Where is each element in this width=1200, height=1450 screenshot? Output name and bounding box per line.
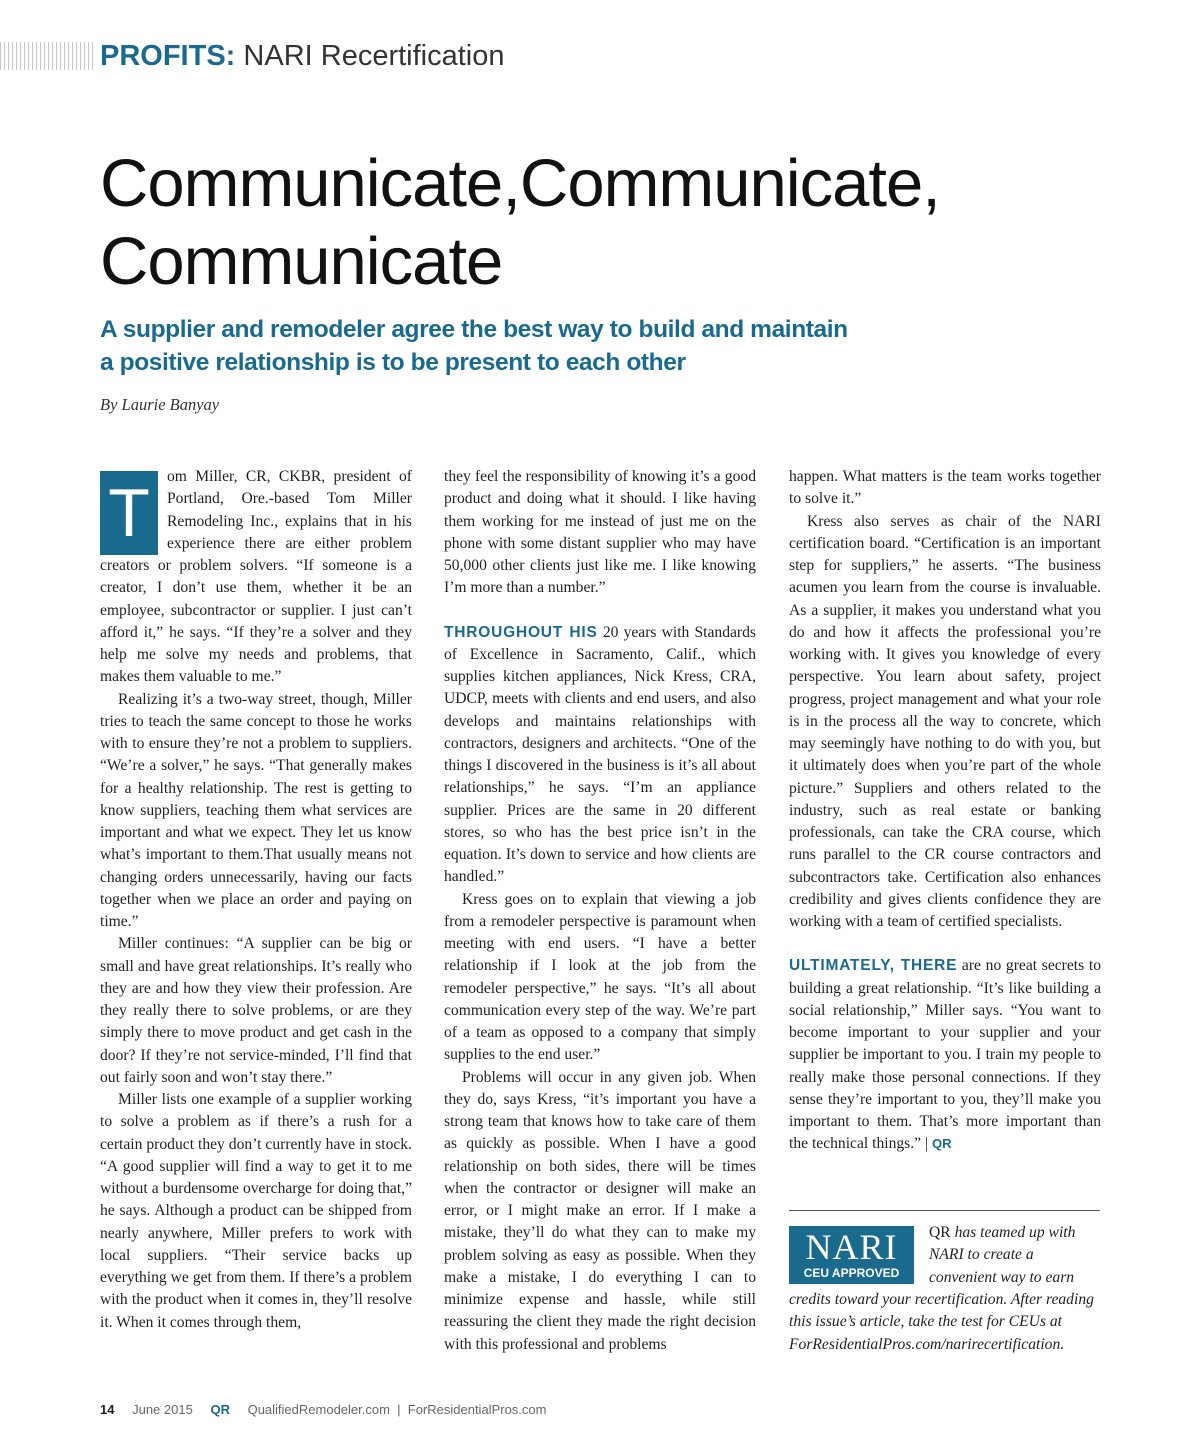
issue-date: June 2015: [132, 1402, 193, 1417]
paragraph-text: are no great secrets to building a great relationship. “It’s like building a social relationship,” Miller says. “You want to become important to your supplier and your supplier be important to you. I train my people to really make those personal connections. If they sense they’re important to you, they’ll make you important to them. That’s more important than the technical things.” |: [789, 957, 1101, 1153]
box-divider: [789, 1210, 1100, 1211]
paragraph: happen. What matters is the team works together to solve it.”: [789, 468, 1101, 508]
section-header: [100, 38, 505, 74]
deck-line-2: a positive relationship is to be present to each other: [100, 349, 686, 376]
page-number: 14: [100, 1402, 115, 1417]
lead-in: THROUGHOUT HIS: [444, 623, 598, 641]
article-column-2: [444, 466, 756, 1356]
section-topic: NARI Recertification: [243, 40, 505, 72]
qr-brand: QR: [929, 1224, 951, 1241]
paragraph: Miller lists one example of a supplier working to solve a problem as if there’s a rush for a certain product they don’t currently have in stock. “A good supplier will find a way to get it to me without a burdensome overcharge for doing that,” he says. Although a product can be shipped from nearly anywhere, Miller prefers to work with local suppliers. “Their service backs up everything we get from them. If there’s a problem with the product when it comes in, they’ll resolve it. When it comes through them,: [100, 1091, 412, 1331]
byline: By Laurie Banyay: [100, 395, 220, 414]
drop-cap: T: [100, 471, 158, 555]
paragraph: Realizing it’s a two-way street, though, Miller tries to teach the same concept to those he works with to ensure they’re not a problem to suppliers. “We’re a solver,” he says. “That generally makes for a healthy relationship. The rest is getting to know suppliers, teaching them what services are important and what we expect. They let us know what’s important to them.That usually means not changing orders unnecessarily, having our facts together when we place an order and paying on time.”: [100, 690, 412, 930]
lead-in: ULTIMATELY, THERE: [789, 957, 958, 975]
article-column-3: [789, 466, 1101, 1156]
nari-ceu-logo: [789, 1226, 914, 1284]
paragraph-text: 20 years with Standards of Excellence in Sacramento, Calif., which supplies kitchen appliances, Nick Kress, CRA, UDCP, meets with clients and end users, and also develops and maintains relationships with contractors, designers and architects. “One of the things I discovered in the business is it’s all about relationships,” he says. “I’m an appliance supplier. Prices are the same in 20 different stores, so who has the best price isn’t in the equation. It’s down to service and how clients are handled.”: [444, 623, 756, 886]
headline-line-1: Communicate,Communicate,: [100, 146, 940, 221]
paragraph: they feel the responsibility of knowing it’s a good product and doing what it should. I like having them working for me instead of just me on the phone with some distant supplier who may have 50,000 other clients just like me. I like knowing I’m more than a number.”: [444, 468, 756, 597]
paragraph: Kress goes on to explain that viewing a job from a remodeler perspective is paramount when meeting with end users. “I have a better relationship if I look at the job from the remodeler perspective,” he says. “It’s all about communication every step of the way. We’re part of a team as opposed to a company that simply supplies to the end user.”: [444, 890, 756, 1064]
ceu-text-1: has teamed up with NARI to create a convenient way to earn: [929, 1224, 1076, 1286]
paragraph: Problems will occur in any given job. When they do, says Kress, “it’s important you have a strong team that knows how to take care of them as quickly as possible. When I have a good relationship on both sides, there will be times when the contractor or designer will make an error, or I might make an error. If I make a mistake, they’ll do what they can to make my problem solving as easy as possible. When they make a mistake, I do everything I can to minimize expense and hassle, while still reassuring the client they made the right decision with this professional and problems: [444, 1068, 756, 1353]
article-headline: [100, 145, 1160, 301]
paragraph: Miller continues: “A supplier can be big or small and have great relationships. It’s really who they are and how they view their profession. Are they really there to solve problems, or are they simply there to move product and get cash in the door? If they’re not service-minded, I’ll find that out fairly soon and won’t stay there.”: [100, 935, 412, 1086]
paragraph: Kress also serves as chair of the NARI certification board. “Certification is an important step for suppliers,” he asserts. “The business acumen you learn from the course is invaluable. As a supplier, it makes you understand what you do and how it affects the professional you’re working with. It gives you knowledge of every perspective. You learn about safety, project progress, project management and what your role is in the process all the way to concrete, which may seemingly have nothing to do with you, but it ultimately does when you’re part of the whole picture.” Suppliers and others related to the industry, such as real estate or banking professionals, can take the CRA course, which runs parallel to the CR course contractors and subcontractors take. Certification also enhances credibility and gives clients confidence they are working with a team of certified specialists.: [789, 512, 1101, 930]
headline-line-2: Communicate: [100, 224, 503, 299]
paragraph-text: om Miller, CR, CKBR, president of Portland, Ore.-based Tom Miller Remodeling Inc., explains that in his experience there are either problem creators or problem solvers. “If someone is a creator, I don’t use them, whether it be an employee, subcontractor or supplier. I just can’t afford it,” he says. “If they’re a solver and they help me solve my needs and problems, that makes them valuable to me.”: [100, 468, 412, 686]
end-mark: QR: [932, 1136, 952, 1152]
paragraph: [100, 466, 412, 689]
paragraph: [444, 622, 756, 889]
section-kicker: PROFITS:: [100, 40, 236, 72]
footer-brand: QR: [210, 1402, 230, 1417]
article-deck: [100, 313, 1100, 379]
ceu-box-text-continued: credits toward your recertification. After reading this issue’s article, take the test for CEUs at ForResidentialPros.com/narirecertification.: [789, 1291, 1094, 1353]
ceu-box-text: [929, 1222, 1104, 1289]
footer-sites: QualifiedRemodeler.com | ForResidentialPros.com: [247, 1402, 547, 1417]
page-footer: [100, 1402, 546, 1417]
paragraph: [789, 955, 1101, 1155]
nari-logo-word: NARI: [805, 1227, 898, 1267]
section-bar-pattern: [0, 42, 96, 70]
ceu-approved-label: CEU APPROVED: [803, 1266, 900, 1280]
article-column-1: [100, 466, 412, 1334]
deck-line-1: A supplier and remodeler agree the best way to build and maintain: [100, 316, 848, 343]
